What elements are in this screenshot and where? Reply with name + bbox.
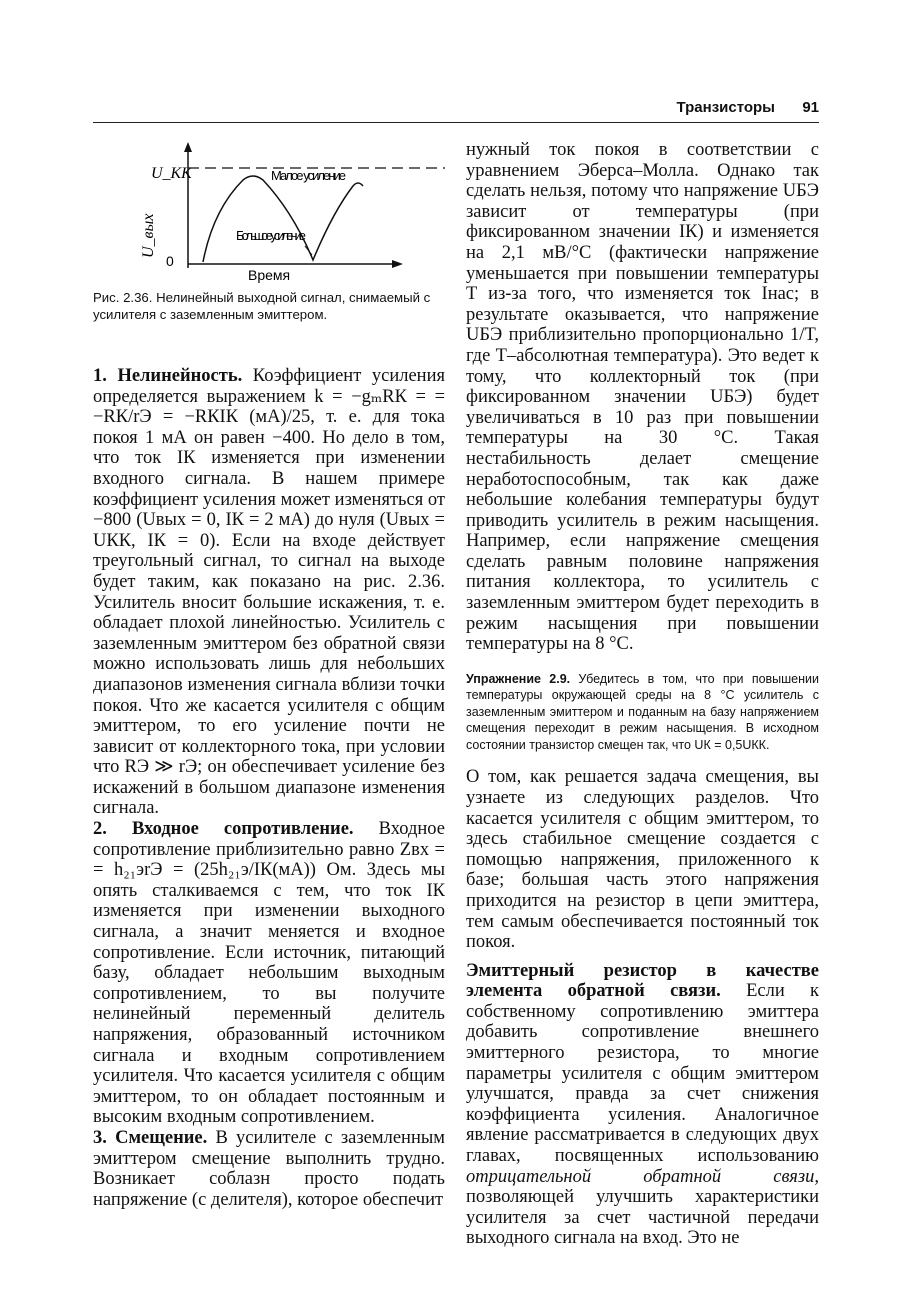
paragraph-nonlinearity <box>93 366 445 819</box>
left-column <box>93 366 445 1210</box>
heading-emitter-resistor: Эмиттерный резистор в качестве элемента обратной связи. <box>466 960 819 1002</box>
running-header <box>93 97 819 123</box>
low-gain-label: Малое усиление <box>271 168 346 183</box>
header-title: Транзисторы <box>676 99 775 116</box>
text-bias: В усилителе с заземленным эмиттером смещение выполнить трудно. Возникает соблазн просто подать напряжение (с делителя), которое обеспечит <box>93 1127 445 1210</box>
paragraph-gap <box>466 953 819 961</box>
high-gain-pointer <box>305 246 312 255</box>
output-waveform <box>203 176 363 262</box>
x-axis-label: Время <box>248 267 291 283</box>
heading-input-impedance: 2. Входное сопротивление. <box>93 819 354 840</box>
high-gain-label: Большое усиление <box>236 228 306 243</box>
output-signal-plot <box>93 140 445 290</box>
text-input-impedance: Входное сопротивление приблизительно равно Zвх = = h₂₁эrЭ = (25h₂₁э/IК(мА)) Ом. Здесь мы опять сталкиваемся с тем, что ток IК изменяется при изменении выходного сигнала, а значит меняется и входное сопротивление. Если источник, питающий базу, обладает небольшим выходным сопротивлением, то вы получите нелинейный переменный делитель напряжения, образованный источником сигнала и входным сопротивлением усилителя. Что касается усилителя с общим эмиттером, то он обладает постоянным и высоким входным сопротивлением. <box>93 819 445 1128</box>
text-emitter-resistor-b: позволяющей улучшить характеристики усилителя за счет частичной передачи выходного сигнала на вход. Это не <box>466 1187 819 1249</box>
paragraph-bias <box>93 1128 445 1210</box>
page-number: 91 <box>802 99 819 116</box>
text-emitter-resistor-a: Если к собственному сопротивлению эмиттера добавить сопротивление внешнего эмиттерного резистора, то многие параметры усилителя с общим эмиттером улучшатся, правда за счет снижения коэффициента усиления. Аналогичное явление рассматривается в следующих двух главах, посвященных использованию <box>466 981 819 1167</box>
heading-nonlinearity: 1. Нелинейность. <box>93 366 243 386</box>
paragraph-input-impedance <box>93 819 445 1128</box>
y-axis-label: U_вых <box>140 213 157 258</box>
right-column <box>466 140 819 1249</box>
term-negative-feedback: отрицательной обратной связи, <box>466 1166 819 1187</box>
x-axis-arrow <box>392 260 403 268</box>
header-rule <box>93 122 819 123</box>
paragraph-emitter-resistor <box>466 961 819 1249</box>
exercise-title: Упражнение 2.9. <box>466 671 571 686</box>
figure-2-36 <box>93 140 445 290</box>
exercise-2-9 <box>466 671 819 754</box>
text-nonlinearity: Коэффициент усиления определяется выражением k = −gₘRК = = −RК/rЭ = −RКIК (мА)/25, т. е. для тока покоя 1 мА он равен −400. Но дело в том, что ток IК изменяется при изменении входного сигнала. В нашем примере коэффициент усиления может изменяться от −800 (Uвых = 0, IК = 2 мА) до нуля (Uвых = UКК, IК = 0). Если на входе действует треугольный сигнал, то сигнал на выходе будет таким, как показано на рис. 2.36. Усилитель вносит большие искажения, т. е. обладает плохой линейностью. Усилитель с заземленным эмиттером без обратной связи можно использовать лишь для небольших диапазонов изменения сигнала вблизи точки покоя. Что же касается усилителя с общим эмиттером, то его усиление почти не зависит от коллекторного тока, при условии что RЭ ≫ rЭ; он обеспечивает усиление без искажений в большом диапазоне изменения сигнала. <box>93 366 445 819</box>
figure-caption: Рис. 2.36. Нелинейный выходной сигнал, снимаемый с усилителя с заземленным эмиттером. <box>93 290 431 322</box>
paragraph-bias-solution: О том, как решается задача смещения, вы узнаете из следующих разделов. Что касается усилителя с общим эмиттером, то здесь стабильное смещение создается с помощью напряжения, приложенного к базе; большая часть этого напряжения приходится на резистор в цепи эмиттера, тем самым обеспечивается постоянный ток покоя. <box>466 767 819 953</box>
paragraph-temperature: нужный ток покоя в соответствии с уравнением Эберса–Молла. Однако так сделать нельзя, потому что напряжение UБЭ зависит от температуры (при фиксированном значении IК) и изменяется на 2,1 мВ/°С (фактически напряжение уменьшается при повышении температуры T из-за того, что изменяется ток Iнас; в результате оказывается, что напряжение UБЭ приблизительно пропорционально 1/T, где T–абсолютная температура). Это ведет к тому, что коллекторный ток (при фиксированном значении UБЭ) будет увеличиваться в 10 раз при повышении температуры на 30 °С. Такая нестабильность делает смещение неработоспособным, так как даже небольшие колебания температуры будут приводить усилитель в режим насыщения. Например, если напряжение смещения сделать равным половине напряжения питания коллектора, то усилитель с заземленным эмиттером будет переходить в режим насыщения при повышении температуры на 8 °С. <box>466 140 819 655</box>
zero-label: 0 <box>166 253 174 269</box>
ukk-label: U_КК <box>151 165 192 182</box>
y-axis-arrow <box>184 142 192 152</box>
exercise-text: Убедитесь в том, что при повышении температуры окружающей среды на 8 °С усилитель с заземленным эмиттером и поданным на базу напряжением смещения переходит в режим насыщения. В исходном состоянии транзистор смещен так, что UК = 0,5UКК. <box>466 671 820 752</box>
heading-bias: 3. Смещение. <box>93 1127 208 1148</box>
